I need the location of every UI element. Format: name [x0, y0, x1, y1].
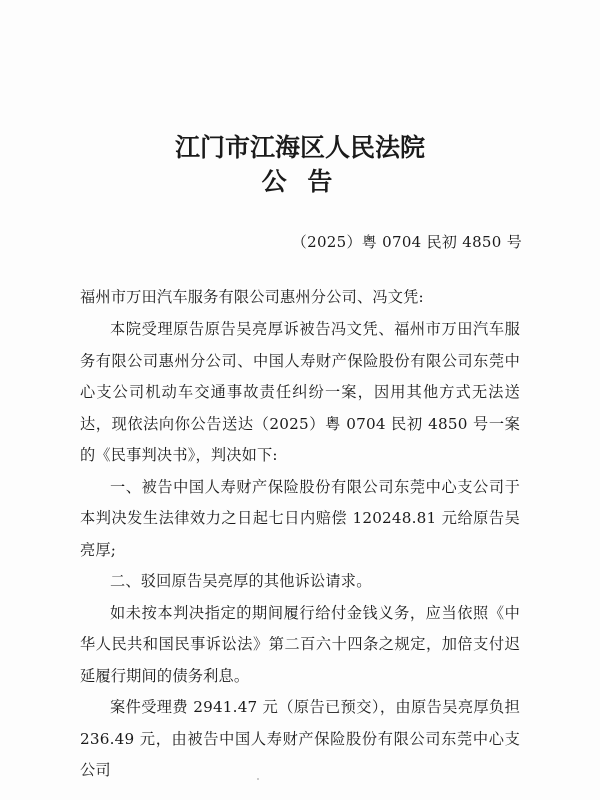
paragraph-court-fees: 案件受理费 2941.47 元（原告已预交），由原告吴亮厚负担236.49 元，由被告中国人寿财产保险股份有限公司东莞中心支公司	[80, 698, 520, 779]
notice-title: 公 告	[261, 167, 339, 196]
paragraph-interest-warning: 如未按本判决指定的期间履行给付金钱义务，应当依照《中华人民共和国民事诉讼法》第二百六十四条之规定，加倍支付迟延履行期间的债务利息。	[80, 603, 520, 685]
addressee-line: 福州市万田汽车服务有限公司惠州分公司、冯文凭:	[80, 288, 424, 306]
paragraph-case-intro: 本院受理原告原告吴亮厚诉被告冯文凭、福州市万田汽车服务有限公司惠州分公司、中国人寿财产保险股份有限公司东莞中心支公司机动车交通事故责任纠纷一案，因用其他方式无法送达，现依法向你公告送达（2025）粤 0704 民初 4850 号一案的《民事判决书》，判决如下:	[80, 320, 520, 464]
court-name-heading: 江门市江海区人民法院	[174, 133, 425, 162]
notice-body	[80, 314, 520, 787]
case-number: （2025）粤 0704 民初 4850 号	[291, 233, 522, 251]
paragraph-judgment-item-2: 二、驳回原告吴亮厚的其他诉讼请求。	[110, 572, 372, 590]
scan-speck	[257, 778, 259, 780]
paragraph-judgment-item-1: 一、被告中国人寿财产保险股份有限公司东莞中心支公司于本判决发生法律效力之日起七日内赔偿 120248.81 元给原告吴亮厚;	[80, 477, 520, 559]
